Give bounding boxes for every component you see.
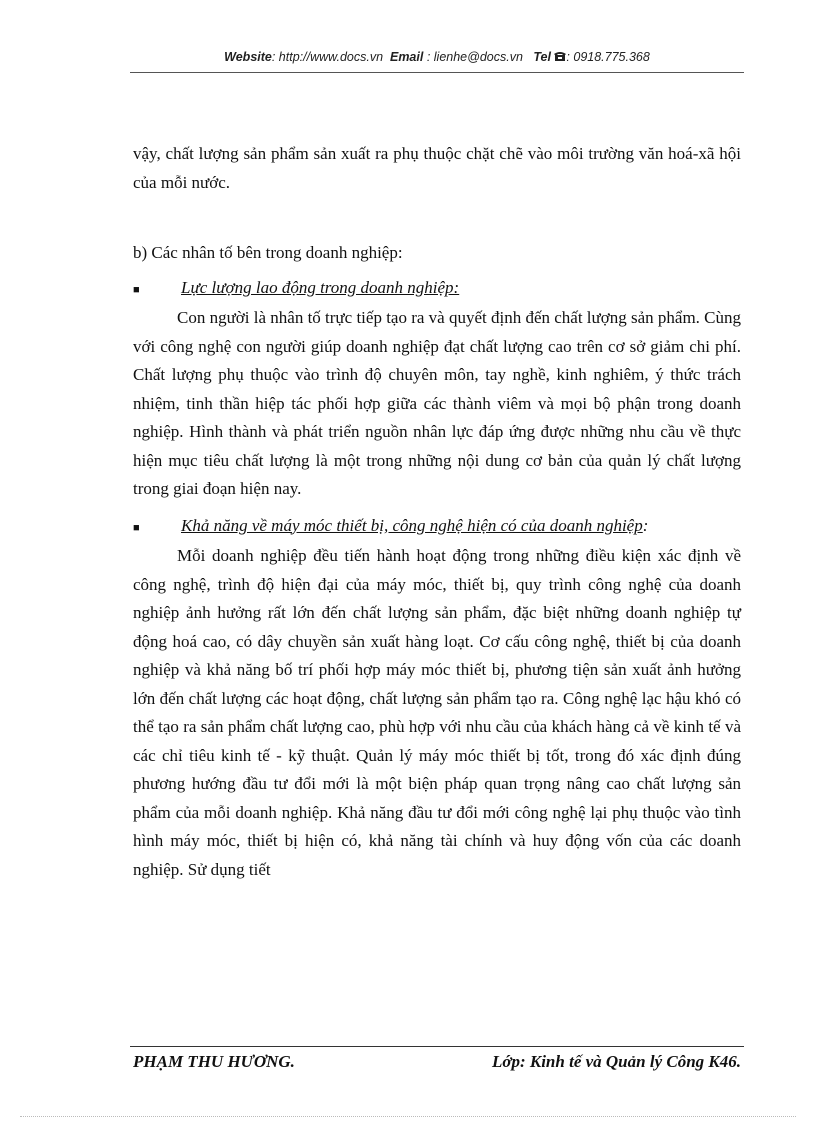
- footer-class: Lớp: Kinh tế và Quản lý Công K46.: [491, 1052, 741, 1071]
- footer-author: PHẠM THU HƯƠNG.: [133, 1052, 295, 1071]
- page-header: [130, 50, 744, 64]
- bullet-title-colon: :: [642, 515, 649, 535]
- document-body: [133, 140, 741, 884]
- paragraph-equipment: Mỗi doanh nghiệp đều tiến hành hoạt động trong những điều kiện xác định về công nghệ, trình độ hiện đại của máy móc, thiết bị, quy trình công nghệ của doanh nghiệp ảnh hưởng rất lớn đến chất lượng sản phẩm, đặc biệt những doanh nghiệp tự động hoá cao, có dây chuyền sản xuất hàng loạt. Cơ cấu công nghệ, thiết bị của doanh nghiệp và khả năng bố trí phối hợp máy móc thiết bị, phương tiện sản xuất ảnh hưởng lớn đến chất lượng các hoạt động, chất lượng sản phẩm tạo ra. Công nghệ lạc hậu khó có thể tạo ra sản phẩm chất lượng cao, phù hợp với nhu cầu của khách hàng cả về kinh tế và các chỉ tiêu kinh tế - kỹ thuật. Quản lý máy móc thiết bị tốt, trong đó xác định đúng phương hướng đầu tư đổi mới là một biện pháp quan trọng nâng cao chất lượng sản phẩm của mỗi doanh nghiệp. Khả năng đầu tư đổi mới công nghệ lại phụ thuộc vào tình hình máy móc, thiết bị hiện có, khả năng tài chính và huy động vốn của các doanh nghiệp. Sử dụng tiết: [133, 546, 741, 879]
- footer-divider: [130, 1046, 744, 1047]
- page-bottom-dotted-line: [20, 1116, 796, 1117]
- tel-value: : 0918.775.368: [566, 50, 650, 64]
- page-footer: [133, 1052, 741, 1072]
- header-divider: [130, 72, 744, 73]
- paragraph-labor: Con người là nhân tố trực tiếp tạo ra và quyết định đến chất lượng sản phẩm. Cùng với công nghệ con người giúp doanh nghiệp đạt chất lượng cao trên cơ sở giảm chi phí. Chất lượng phụ thuộc vào trình độ chuyên môn, tay nghề, kinh nghiêm, ý thức trách nhiệm, tinh thần hiệp tác phối hợp giữa các thành viêm và mọi bộ phận trong doanh nghiệp. Hình thành và phát triển nguồn nhân lực đáp ứng được những nhu cầu về thực hiện mục tiêu chất lượng là một trong những nội dung cơ bản của quản lý chất lượng trong giai đoạn hiện nay.: [133, 308, 742, 498]
- square-bullet-icon: ■: [133, 283, 140, 296]
- continued-paragraph: vậy, chất lượng sản phẩm sản xuất ra phụ thuộc chặt chẽ vào môi trường văn hoá-xã hội của mỗi nước.: [133, 144, 741, 192]
- website-value: : http://www.docs.vn: [271, 50, 384, 64]
- phone-icon: [554, 50, 566, 64]
- email-label: Email: [389, 50, 424, 64]
- bullet-title-labor: Lực lượng lao động trong doanh nghiệp:: [181, 277, 460, 297]
- bullet-item-labor: [133, 274, 741, 305]
- bullet-title-equipment: Khả năng về máy móc thiết bị, công nghệ hiện có của doanh nghiệp: [181, 515, 643, 535]
- section-heading: b) Các nhân tố bên trong doanh nghiệp:: [133, 243, 403, 262]
- square-bullet-icon: ■: [133, 521, 140, 534]
- tel-label: Tel: [533, 50, 551, 64]
- email-value: : lienhe@docs.vn: [423, 50, 523, 64]
- bullet-item-equipment: [133, 512, 741, 543]
- website-label: Website: [224, 50, 272, 64]
